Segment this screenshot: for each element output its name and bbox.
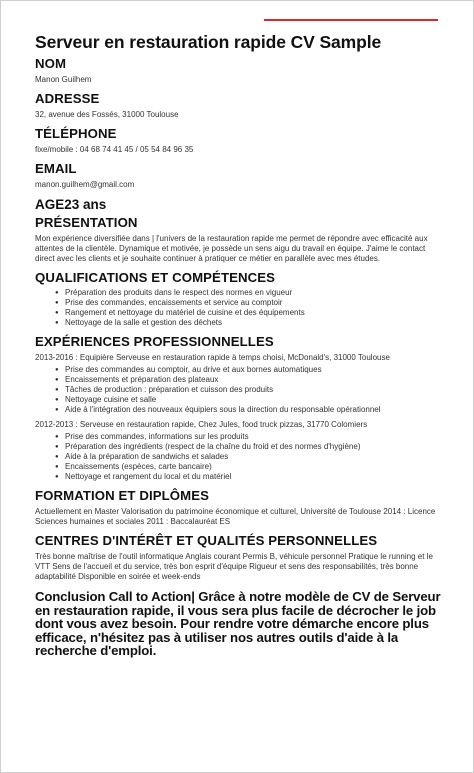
list-item: ● Encaissements et préparation des plateaux — [65, 375, 445, 385]
list-item: ● Nettoyage et rangement du local et du matériel — [65, 472, 445, 482]
address-value: 32, avenue des Fossés, 31000 Toulouse — [35, 110, 179, 119]
presentation-text: Mon expérience diversifiée dans | l'univers de la restauration rapide me permet de répondre avec efficacité aux attentes de la clientèle. Dynamique et motivée, je possède un sens aigu du travail en équipe. J'aime le contact direct avec les clients et je souhaite continuer à pratiquer ce métier en parallèle avec mes études. — [35, 234, 428, 263]
section-heading-qualifications: QUALIFICATIONS ET COMPÉTENCES — [35, 270, 276, 285]
section-heading-formation: FORMATION ET DIPLÔMES — [35, 488, 210, 503]
job-duties-list — [35, 432, 445, 482]
qualifications-list — [35, 288, 445, 328]
section-heading-email: EMAIL — [35, 161, 77, 176]
conclusion-text: Conclusion Call to Action| Grâce à notre modèle de CV de Serveur en restauration rapide, il vous sera plus facile de décrocher le job dont vous avez besoin. Pour rendre votre démarche encore plus efficace, n'hésitez pas à utiliser nos autres outils d'aide à la recherche d'emploi. — [35, 589, 441, 658]
list-item: ● Encaissements (espèces, carte bancaire) — [65, 462, 445, 472]
section-heading-experiences: EXPÉRIENCES PROFESSIONNELLES — [35, 334, 274, 349]
list-item: ● Préparation des produits dans le respect des normes en vigueur — [65, 288, 445, 298]
section-heading-telephone: TÉLÉPHONE — [35, 126, 117, 141]
page-title: Serveur en restauration rapide CV Sample — [35, 32, 382, 52]
cv-content — [35, 31, 445, 658]
list-item: ● Nettoyage cuisine et salle — [65, 395, 445, 405]
section-heading-presentation: PRÉSENTATION — [35, 215, 138, 230]
job-title: 2013-2016 : Equipière Serveuse en restauration rapide à temps choisi, McDonald's, 31000 Toulouse — [35, 353, 390, 362]
name-value: Manon Guilhem — [35, 75, 92, 84]
job-title: 2012-2013 : Serveuse en restauration rapide, Chez Jules, food truck pizzas, 31770 Colomiers — [35, 420, 368, 429]
job-duties-list — [35, 365, 445, 415]
section-heading-nom: NOM — [35, 56, 67, 71]
list-item: ● Prise des commandes, encaissements et service au comptoir — [65, 298, 445, 308]
section-heading-adresse: ADRESSE — [35, 91, 100, 106]
list-item: ● Nettoyage de la salle et gestion des déchets — [65, 318, 445, 328]
age-heading: AGE23 ans — [35, 197, 107, 212]
interests-text: Très bonne maîtrise de l'outil informatique Anglais courant Permis B, véhicule personnel Pratique le running et le VTT Sens de l'accueil et du service, très bon esprit d'équipe Rigueur et sens des responsabilités, très bonne adaptabilité Disponible en soirée et week-ends — [35, 552, 433, 581]
list-item: ● Tâches de production : préparation et cuisson des produits — [65, 385, 445, 395]
email-value: manon.guilhem@gmail.com — [35, 180, 135, 189]
formation-text: Actuellement en Master Valorisation du patrimoine économique et culturel, Université de Toulouse 2014 : Licence Sciences humaines et sociales 2011 : Baccalauréat ES — [35, 507, 436, 526]
list-item: ● Rangement et nettoyage du matériel de cuisine et des équipements — [65, 308, 445, 318]
list-item: ● Prise des commandes, informations sur les produits — [65, 432, 445, 442]
list-item: ● Prise des commandes au comptoir, au drive et aux bornes automatiques — [65, 365, 445, 375]
list-item: ● Préparation des ingrédients (respect de la chaîne du froid et des normes d'hygiène) — [65, 442, 445, 452]
list-item: ● Aide à l'intégration des nouveaux équipiers sous la direction du responsable opérationnel — [65, 405, 445, 415]
section-heading-interets: CENTRES D'INTÉRÊT ET QUALITÉS PERSONNELLES — [35, 533, 378, 548]
list-item: ● Aide à la préparation de sandwichs et salades — [65, 452, 445, 462]
accent-line — [264, 19, 438, 21]
phone-value: fixe/mobile : 04 68 74 41 45 / 05 54 84 96 35 — [35, 145, 194, 154]
